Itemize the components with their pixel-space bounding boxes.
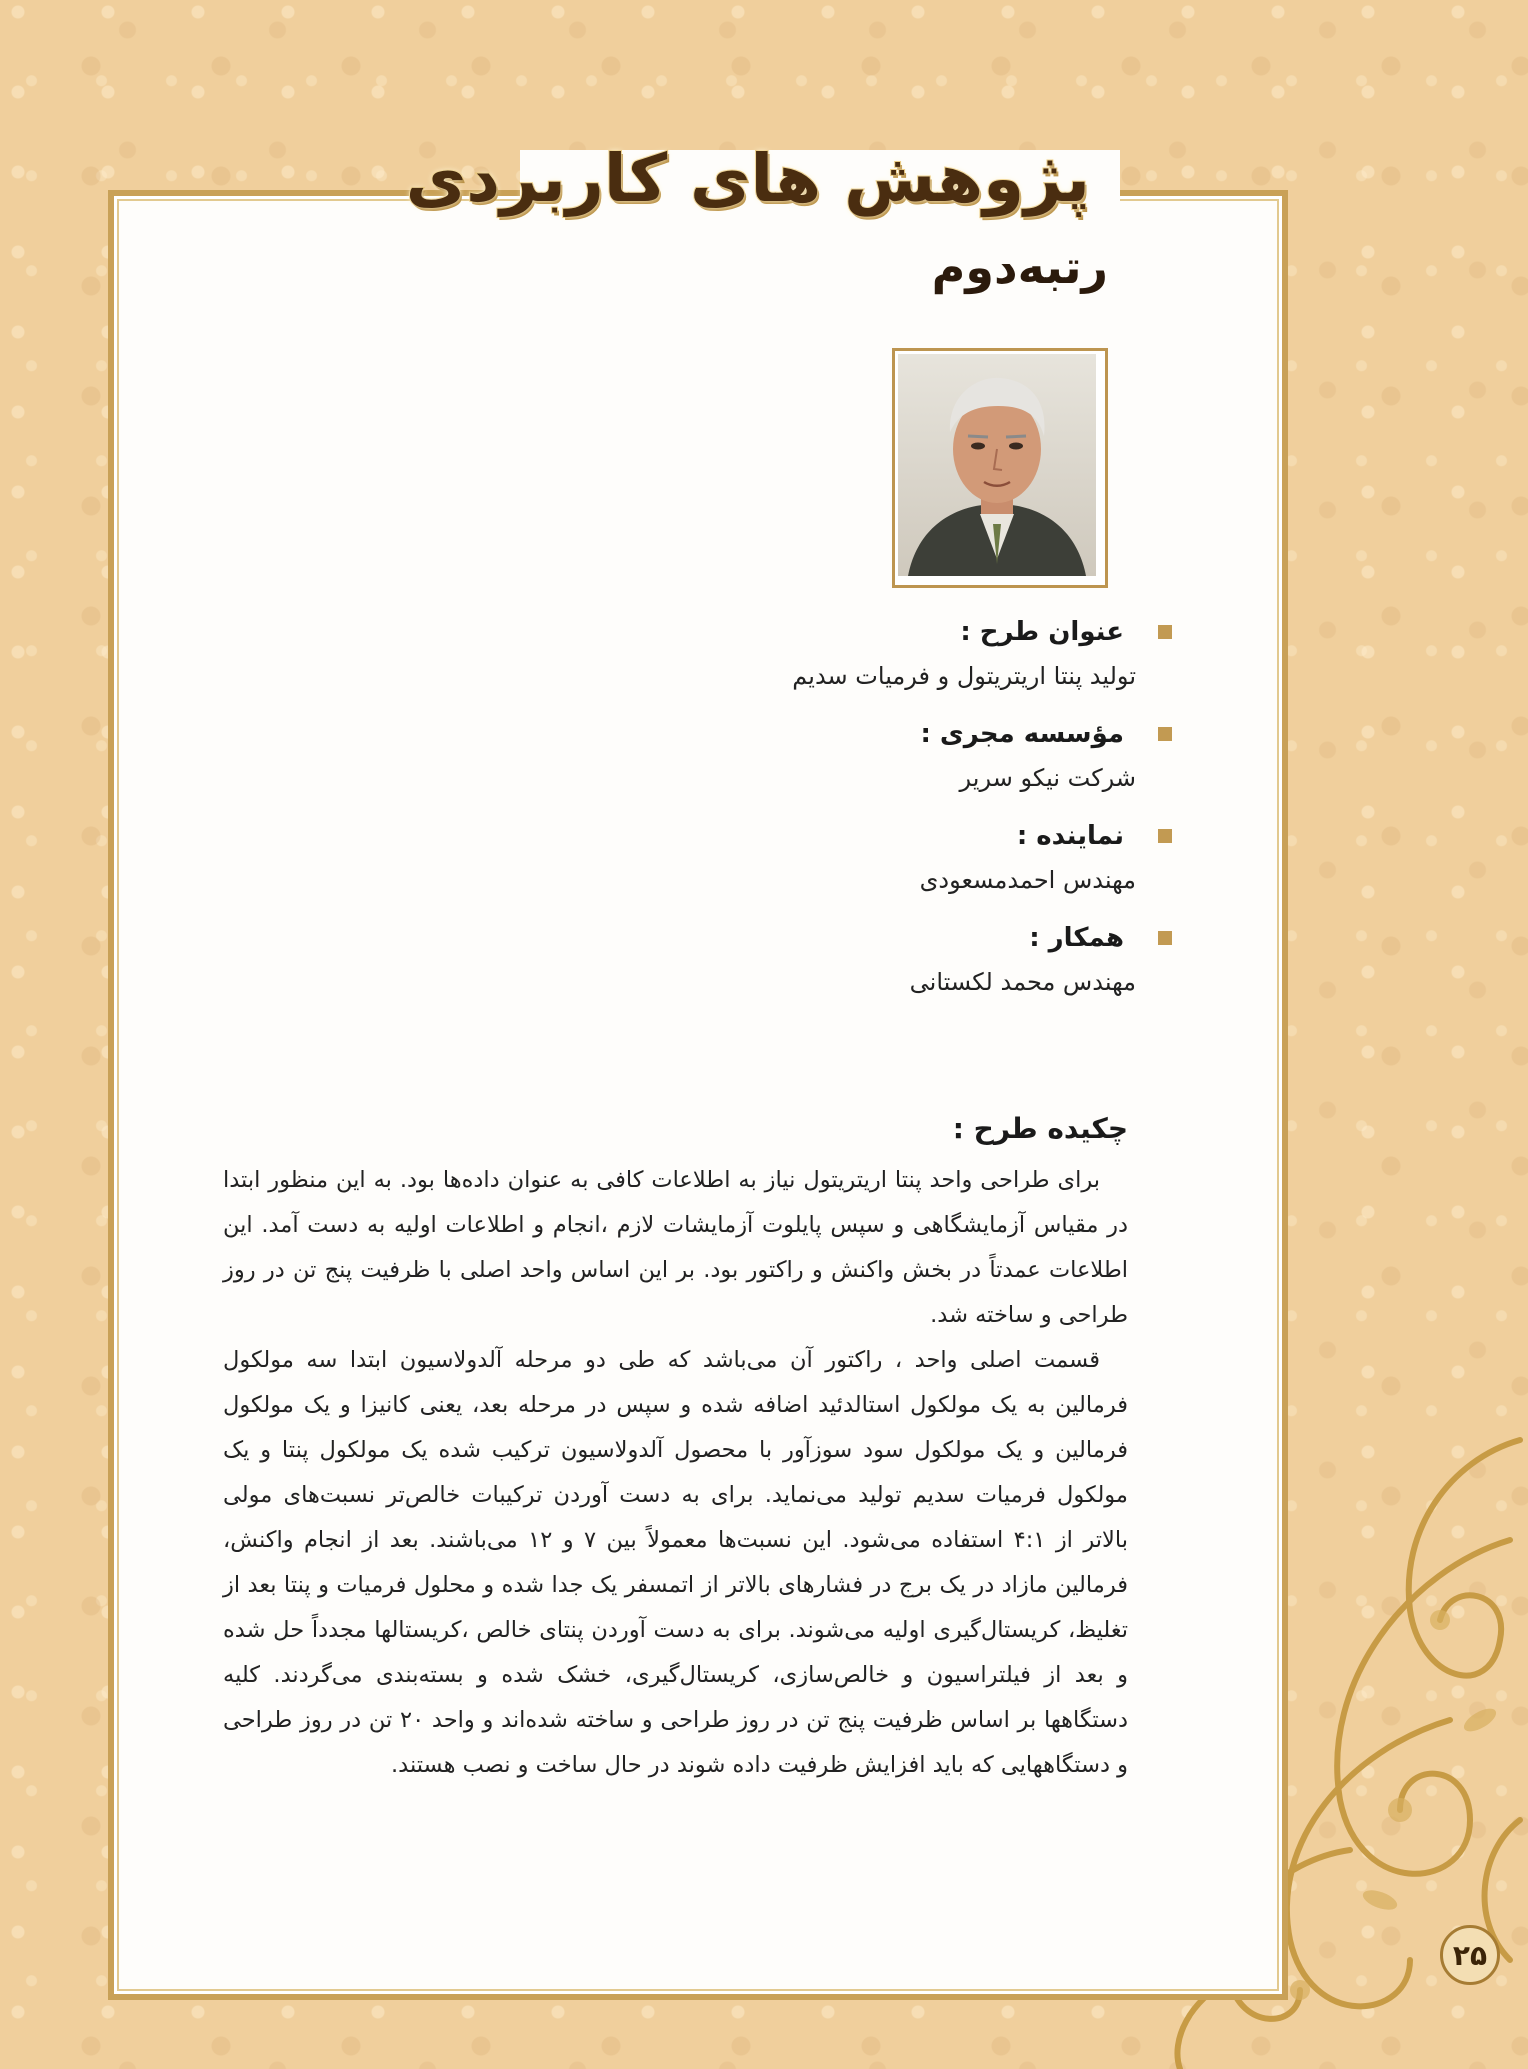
portrait-photo [892, 348, 1108, 588]
info-item-colleague [536, 916, 1136, 1004]
info-value: شرکت نیکو سریر [959, 764, 1136, 792]
info-value: تولید پنتا اریتریتول و فرمیات سدیم [792, 662, 1136, 690]
project-info [536, 610, 1136, 1018]
info-label: مؤسسه مجری : [920, 719, 1124, 749]
square-bullet-icon [1158, 931, 1172, 945]
info-label: نماینده : [1016, 821, 1124, 851]
info-item-representative [536, 814, 1136, 902]
abstract-title: چکیده طرح : [952, 1112, 1128, 1145]
info-label: عنوان طرح : [960, 617, 1124, 647]
info-item-title [536, 610, 1136, 698]
rank-subtitle: رتبه‌دوم [931, 240, 1108, 294]
info-value: مهندس احمدمسعودی [919, 866, 1136, 894]
page-title: پژوهش های کاربردی [388, 140, 1108, 217]
square-bullet-icon [1158, 625, 1172, 639]
page-number: ۲۵ [1440, 1925, 1500, 1985]
square-bullet-icon [1158, 727, 1172, 741]
info-label: همکار : [1029, 923, 1124, 953]
info-value: مهندس محمد لکستانی [909, 968, 1136, 996]
abstract-paragraph: قسمت اصلی واحد ، راکتور آن می‌باشد که طی دو مرحله آلدولاسیون ابتدا سه مولکول فرمالین به یک مولکول استالدئید اضافه شده و سپس در مرحله بعد، یعنی کانیزا و یک مولکول فرمالین و یک مولکول سود سوزآور با محصول آلدولاسیون ترکیب شده یک مولکول پنتا و یک مولکول فرمیات سدیم تولید می‌نماید. برای به دست آوردن ترکیبات خالص‌تر نسبت‌های مولی بالاتر از ۴:۱ استفاده می‌شود. این نسبت‌ها معمولاً بین ۷ و ۱۲ می‌باشند. بعد از انجام واکنش، فرمالین مازاد در یک برج در فشارهای بالاتر از اتمسفر یک جدا شده و محلول فرمیات و پنتا بعد از تغلیظ، کریستال‌گیری اولیه می‌شوند. برای به دست آوردن پنتای خالص ،کریستالها مجدداً حل شده و بعد از فیلتراسیون و خالص‌سازی، کریستال‌گیری، خشک شده و بسته‌بندی می‌گردند. کلیه دستگاهها بر اساس ظرفیت پنج تن در روز طراحی و ساخته شده‌اند و واحد ۲۰ تن در روز طراحی و دستگاههایی که باید افزایش ظرفیت داده شوند در حال ساخت و نصب هستند. [223, 1347, 1128, 1778]
abstract-section [223, 1112, 1128, 1788]
info-item-institute [536, 712, 1136, 800]
square-bullet-icon [1158, 829, 1172, 843]
abstract-paragraph: برای طراحی واحد پنتا اریتریتول نیاز به اطلاعات کافی به عنوان داده‌ها بود. به این منظور ابتدا در مقیاس آزمایشگاهی و سپس پایلوت آزمایشات لازم ،انجام و اطلاعات اولیه به دست آمد. این اطلاعات عمدتاً در بخش واکنش و راکتور بود. بر این اساس واحد اصلی با ظرفیت پنج تن در روز طراحی و ساخته شد. [223, 1167, 1128, 1328]
